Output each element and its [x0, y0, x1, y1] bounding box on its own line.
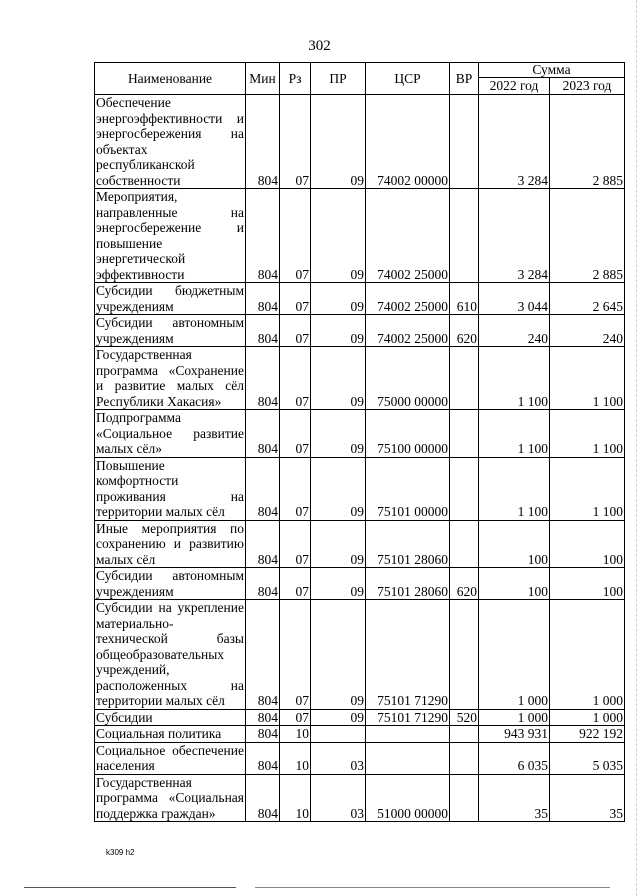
footer-code: k309 h2	[106, 848, 135, 857]
row-csr: 75101 28060	[366, 520, 450, 568]
row-pr: 09	[311, 410, 366, 458]
header-csr: ЦСР	[366, 63, 450, 95]
row-vr	[450, 189, 479, 283]
row-name: Субсидии автономным учреждениям	[96, 568, 244, 599]
row-csr: 51000 00000	[366, 774, 450, 822]
row-pr: 09	[311, 95, 366, 189]
row-sum-2023: 2 885	[550, 189, 625, 283]
header-name: Наименование	[95, 63, 246, 95]
row-name: Повышение комфортности проживания на территории малых сёл	[96, 457, 244, 519]
row-sum-2022: 943 931	[479, 726, 550, 743]
header-min: Мин	[246, 63, 280, 95]
row-vr: 520	[450, 709, 479, 726]
row-csr: 75100 00000	[366, 410, 450, 458]
row-csr: 75101 00000	[366, 457, 450, 520]
row-min: 804	[246, 315, 280, 347]
row-pr: 09	[311, 283, 366, 315]
row-pr: 03	[311, 742, 366, 774]
budget-table	[94, 62, 625, 822]
row-sum-2022: 240	[479, 315, 550, 347]
table-row	[95, 709, 625, 726]
row-sum-2023: 1 000	[550, 600, 625, 710]
table-row	[95, 95, 625, 189]
row-csr	[366, 742, 450, 774]
row-vr	[450, 600, 479, 710]
row-name: Государственная программа «Сохранение и развитие малых сёл Республики Хакасия»	[96, 347, 244, 409]
table-row	[95, 568, 625, 600]
header-sum: Сумма	[479, 63, 625, 78]
bottom-rule-right	[255, 887, 610, 888]
row-sum-2022: 100	[479, 568, 550, 600]
row-name: Социальное обеспечение населения	[96, 742, 244, 773]
row-min: 804	[246, 600, 280, 710]
row-rz: 07	[280, 568, 311, 600]
row-name: Субсидии	[95, 709, 246, 726]
row-name: Иные мероприятия по сохранению и развитию малых сёл	[96, 520, 244, 567]
row-vr: 610	[450, 283, 479, 315]
row-min: 804	[246, 520, 280, 568]
table-row	[95, 726, 625, 743]
row-pr	[311, 726, 366, 743]
row-min: 804	[246, 347, 280, 410]
row-vr	[450, 410, 479, 458]
row-sum-2022: 3 044	[479, 283, 550, 315]
row-sum-2023: 2 645	[550, 283, 625, 315]
row-min: 804	[246, 726, 280, 743]
row-sum-2023: 240	[550, 315, 625, 347]
row-rz: 10	[280, 742, 311, 774]
table-row	[95, 410, 625, 458]
row-csr: 74002 25000	[366, 315, 450, 347]
row-min: 804	[246, 95, 280, 189]
row-name: Субсидии автономным учреждениям	[96, 315, 244, 346]
table-row	[95, 283, 625, 315]
table-row	[95, 457, 625, 520]
row-name: Социальная политика	[95, 726, 246, 743]
row-csr: 74002 25000	[366, 283, 450, 315]
row-sum-2023: 1 100	[550, 457, 625, 520]
row-csr: 74002 00000	[366, 95, 450, 189]
row-name: Подпрограмма «Социальное развитие малых сёл»	[96, 410, 244, 456]
header-vr: ВР	[450, 63, 479, 95]
row-min: 804	[246, 283, 280, 315]
row-sum-2023: 1 000	[550, 709, 625, 726]
row-rz: 07	[280, 95, 311, 189]
row-csr: 75000 00000	[366, 347, 450, 410]
row-vr	[450, 457, 479, 520]
row-min: 804	[246, 742, 280, 774]
scan-edge	[635, 0, 637, 896]
row-sum-2022: 1 100	[479, 347, 550, 410]
row-sum-2023: 100	[550, 568, 625, 600]
table-header	[95, 63, 625, 95]
row-name: Субсидии на укрепление материально-технической базы общеобразовательных учреждений, расположенных на территории малых сёл	[96, 600, 244, 708]
header-year-2022: 2022 год	[479, 78, 550, 95]
row-sum-2022: 1 100	[479, 457, 550, 520]
row-sum-2022: 3 284	[479, 95, 550, 189]
row-pr: 09	[311, 315, 366, 347]
row-pr: 09	[311, 347, 366, 410]
row-min: 804	[246, 457, 280, 520]
row-sum-2022: 1 000	[479, 600, 550, 710]
row-vr	[450, 774, 479, 822]
row-sum-2022: 6 035	[479, 742, 550, 774]
header-pr: ПР	[311, 63, 366, 95]
row-rz: 07	[280, 520, 311, 568]
row-vr	[450, 520, 479, 568]
row-vr: 620	[450, 315, 479, 347]
row-name: Обеспечение энергоэффективности и энергосбережения на объектах республиканской собственности	[96, 95, 244, 188]
table-row	[95, 189, 625, 283]
table-row	[95, 347, 625, 410]
row-pr: 03	[311, 774, 366, 822]
row-sum-2022: 100	[479, 520, 550, 568]
row-sum-2023: 100	[550, 520, 625, 568]
table-row	[95, 520, 625, 568]
row-vr	[450, 95, 479, 189]
row-rz: 07	[280, 600, 311, 710]
row-name: Субсидии бюджетным учреждениям	[96, 283, 244, 314]
row-rz: 07	[280, 189, 311, 283]
bottom-rule	[24, 887, 236, 888]
row-rz: 10	[280, 774, 311, 822]
row-name: Государственная программа «Социальная поддержка граждан»	[96, 774, 244, 821]
row-vr	[450, 726, 479, 743]
header-rz: Рз	[280, 63, 311, 95]
row-name: Мероприятия, направленные на энергосбережение и повышение энергетической эффективности	[96, 189, 244, 282]
row-sum-2022: 35	[479, 774, 550, 822]
row-pr: 09	[311, 189, 366, 283]
row-min: 804	[246, 410, 280, 458]
row-sum-2022: 1 100	[479, 410, 550, 458]
row-csr: 75101 28060	[366, 568, 450, 600]
row-csr: 75101 71290	[366, 709, 450, 726]
row-sum-2023: 1 100	[550, 410, 625, 458]
row-vr	[450, 347, 479, 410]
row-rz: 07	[280, 315, 311, 347]
row-pr: 09	[311, 568, 366, 600]
header-year-2023: 2023 год	[550, 78, 625, 95]
row-pr: 09	[311, 709, 366, 726]
row-min: 804	[246, 709, 280, 726]
row-sum-2023: 1 100	[550, 347, 625, 410]
row-pr: 09	[311, 520, 366, 568]
row-sum-2023: 35	[550, 774, 625, 822]
row-rz: 07	[280, 410, 311, 458]
table-row	[95, 315, 625, 347]
page-number: 302	[308, 38, 331, 54]
row-csr	[366, 726, 450, 743]
row-rz: 10	[280, 726, 311, 743]
row-sum-2022: 1 000	[479, 709, 550, 726]
row-min: 804	[246, 568, 280, 600]
row-vr	[450, 742, 479, 774]
row-sum-2023: 5 035	[550, 742, 625, 774]
row-csr: 74002 25000	[366, 189, 450, 283]
row-min: 804	[246, 189, 280, 283]
row-sum-2023: 2 885	[550, 95, 625, 189]
table-row	[95, 774, 625, 822]
row-sum-2023: 922 192	[550, 726, 625, 743]
row-rz: 07	[280, 283, 311, 315]
table-row	[95, 742, 625, 774]
table-row	[95, 600, 625, 710]
row-rz: 07	[280, 457, 311, 520]
row-pr: 09	[311, 600, 366, 710]
row-min: 804	[246, 774, 280, 822]
row-pr: 09	[311, 457, 366, 520]
row-vr: 620	[450, 568, 479, 600]
row-rz: 07	[280, 709, 311, 726]
row-sum-2022: 3 284	[479, 189, 550, 283]
row-rz: 07	[280, 347, 311, 410]
row-csr: 75101 71290	[366, 600, 450, 710]
table-body	[95, 95, 625, 822]
